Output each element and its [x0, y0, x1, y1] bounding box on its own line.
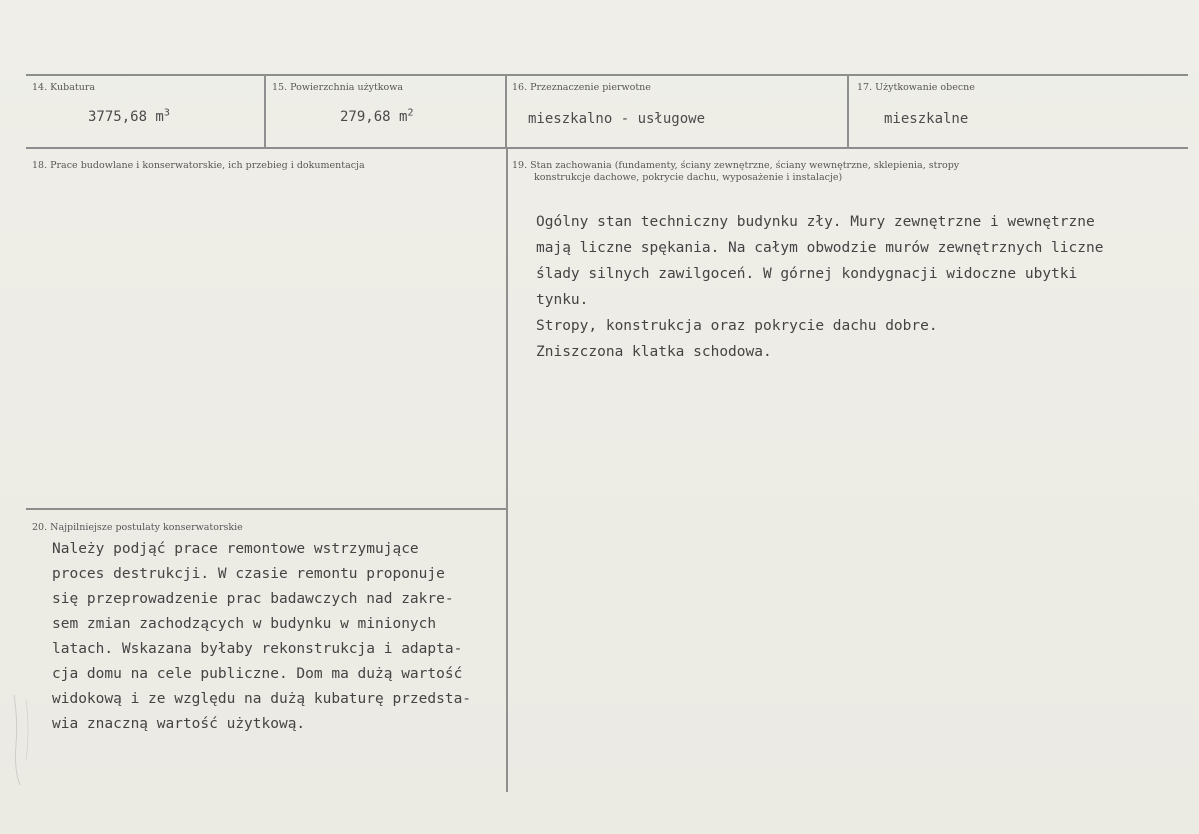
field-kubatura-label: 14. Kubatura	[32, 82, 96, 93]
stan-line: ślady silnych zawilgoceń. W górnej kondygnacji widoczne ubytki	[536, 266, 1078, 282]
stan-line: Stropy, konstrukcja oraz pokrycie dachu dobre.	[536, 318, 938, 334]
kubatura-unit-exponent: 3	[163, 107, 170, 119]
field-przeznaczenie-label: 16. Przeznaczenie pierwotne	[512, 82, 651, 93]
postulaty-line: Należy podjąć prace remontowe wstrzymujące	[52, 541, 419, 557]
postulaty-line: cja domu na cele publiczne. Dom ma dużą wartość	[52, 666, 463, 682]
field-stan-text	[536, 209, 1103, 365]
postulaty-line: się przeprowadzenie prac badawczych nad zakre-	[52, 591, 454, 607]
stan-line: tynku.	[536, 292, 589, 308]
postulaty-line: wia znaczną wartość użytkową.	[52, 716, 306, 732]
col-divider-1	[264, 75, 266, 147]
table-top-border	[26, 74, 1188, 76]
field-uzytkowanie-value: mieszkalne	[884, 111, 969, 127]
powierzchnia-number: 279,68 m	[340, 109, 408, 125]
postulaty-line: sem zmian zachodzących w budynku w minionych	[52, 616, 437, 632]
row-divider-left	[26, 508, 506, 510]
field-stan-label-line2: konstrukcje dachowe, pokrycie dachu, wyposażenie i instalacje)	[534, 172, 843, 183]
row-divider-top	[26, 147, 1188, 149]
col-divider-3	[847, 75, 849, 147]
stan-line: Ogólny stan techniczny budynku zły. Mury zewnętrzne i wewnętrzne	[536, 214, 1095, 230]
kubatura-number: 3775,68 m	[88, 109, 164, 125]
field-postulaty-text	[52, 537, 471, 737]
field-uzytkowanie-label: 17. Użytkowanie obecne	[857, 82, 975, 93]
col-divider-main	[506, 148, 508, 792]
pencil-marks-icon	[4, 690, 40, 790]
field-przeznaczenie-value: mieszkalno - usługowe	[528, 111, 706, 127]
postulaty-line: latach. Wskazana byłaby rekonstrukcja i adapta-	[52, 641, 463, 657]
stan-line: Zniszczona klatka schodowa.	[536, 344, 772, 360]
col-divider-2	[505, 75, 507, 147]
field-powierzchnia-value	[340, 109, 413, 125]
field-postulaty-label: 20. Najpilniejsze postulaty konserwatorskie	[32, 522, 243, 533]
field-kubatura-value	[88, 109, 170, 125]
powierzchnia-unit-exponent: 2	[407, 107, 414, 119]
field-prace-label: 18. Prace budowlane i konserwatorskie, ich przebieg i dokumentacja	[32, 160, 365, 171]
field-powierzchnia-label: 15. Powierzchnia użytkowa	[272, 82, 404, 93]
postulaty-line: proces destrukcji. W czasie remontu proponuje	[52, 566, 445, 582]
postulaty-line: widokową i ze względu na dużą kubaturę przedsta-	[52, 691, 472, 707]
stan-line: mają liczne spękania. Na całym obwodzie murów zewnętrznych liczne	[536, 240, 1104, 256]
field-stan-label-line1: 19. Stan zachowania (fundamenty, ściany zewnętrzne, ściany wewnętrzne, sklepienia, stropy	[512, 160, 960, 171]
